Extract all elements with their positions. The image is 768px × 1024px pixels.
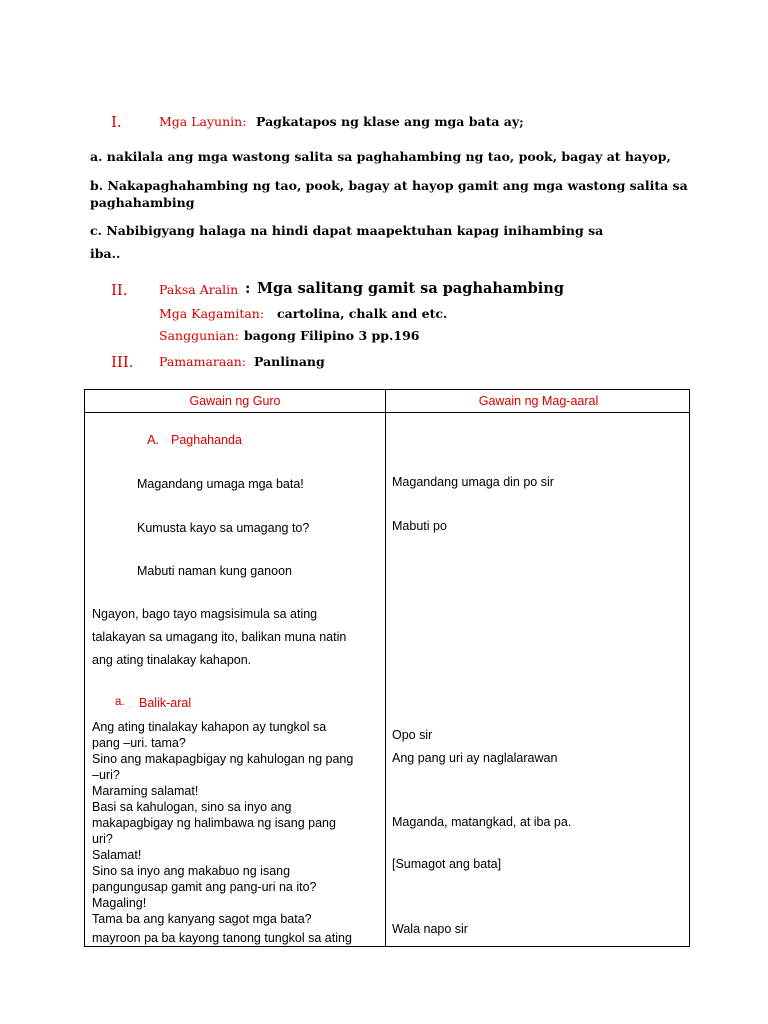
- activity-table: [84, 389, 690, 947]
- student-line-4: Ang pang uri ay naglalarawan: [392, 751, 558, 765]
- teacher-column-header: Gawain ng Guro: [189, 394, 281, 408]
- topic-title: Mga salitang gamit sa paghahambing: [257, 280, 564, 297]
- objective-c-line1: c. Nabibigyang halaga na hindi dapat maapektuhan kapag inihambing sa: [90, 223, 604, 238]
- objective-b-line1: b. Nakapaghahambing ng tao, pook, bagay at hayop gamit ang mga wastong salita sa: [90, 178, 688, 193]
- review-line-3: Sino ang makapagbigay ng kahulogan ng pang: [92, 752, 354, 766]
- topic-label: Paksa Aralin: [159, 282, 239, 297]
- topic-colon: :: [245, 280, 251, 297]
- teacher-paragraph-line-3: ang ating tinalakay kahapon.: [92, 653, 252, 667]
- objective-a: a. nakilala ang mga wastong salita sa paghahambing ng tao, pook, bagay at hayop,: [90, 149, 671, 164]
- column-divider: [385, 390, 386, 946]
- review-line-11: pangungusap gamit ang pang-uri na ito?: [92, 880, 317, 894]
- review-line-5: Maraming salamat!: [92, 784, 199, 798]
- header-divider: [85, 412, 689, 413]
- review-line-13: Tama ba ang kanyang sagot mga bata?: [92, 912, 312, 926]
- student-column-header: Gawain ng Mag-aaral: [478, 394, 599, 408]
- review-line-9: Salamat!: [92, 848, 142, 862]
- section-3-numeral: III.: [111, 353, 134, 371]
- materials-label: Mga Kagamitan:: [159, 306, 265, 321]
- materials-value: cartolina, chalk and etc.: [277, 306, 448, 321]
- review-line-7: makapagbigay ng halimbawa ng isang pang: [92, 816, 336, 830]
- review-line-10: Sino sa inyo ang makabuo ng isang: [92, 864, 291, 878]
- teacher-line-1: Magandang umaga mga bata!: [137, 477, 304, 491]
- student-line-6: [Sumagot ang bata]: [392, 857, 502, 871]
- part-small-a-letter: a.: [115, 696, 125, 708]
- reference-value: bagong Filipino 3 pp.196: [244, 328, 420, 343]
- procedure-value: Panlinang: [254, 354, 325, 369]
- student-line-1: Magandang umaga din po sir: [392, 475, 554, 489]
- teacher-paragraph-line-2: talakayan sa umagang ito, balikan muna natin: [92, 630, 347, 644]
- objective-b-line2: paghahambing: [90, 195, 195, 210]
- review-line-6: Basi sa kahulogan, sino sa inyo ang: [92, 800, 292, 814]
- reference-label: Sanggunian:: [159, 328, 239, 343]
- procedure-label: Pamamaraan:: [159, 354, 247, 369]
- review-line-14: mayroon pa ba kayong tanong tungkol sa ating: [92, 931, 352, 945]
- student-line-7: Wala napo sir: [392, 922, 468, 936]
- review-title: Balik-aral: [139, 696, 192, 710]
- review-line-4: –uri?: [92, 768, 120, 782]
- teacher-line-3: Mabuti naman kung ganoon: [137, 564, 292, 578]
- objectives-label: Mga Layunin:: [159, 114, 247, 129]
- review-line-1: Ang ating tinalakay kahapon ay tungkol sa: [92, 720, 327, 734]
- review-line-8: uri?: [92, 832, 113, 846]
- teacher-line-2: Kumusta kayo sa umagang to?: [137, 521, 310, 535]
- objective-c-line2: iba..: [90, 246, 121, 261]
- part-a-letter: A.: [147, 432, 160, 447]
- teacher-paragraph-line-1: Ngayon, bago tayo magsisimula sa ating: [92, 607, 318, 621]
- student-line-5: Maganda, matangkad, at iba pa.: [392, 815, 572, 829]
- student-line-2: Mabuti po: [392, 519, 447, 533]
- review-line-2: pang –uri. tama?: [92, 736, 186, 750]
- student-line-3: Opo sir: [392, 728, 433, 742]
- section-1-numeral: I.: [111, 113, 122, 131]
- objectives-intro: Pagkatapos ng klase ang mga bata ay;: [256, 114, 524, 129]
- section-2-numeral: II.: [111, 281, 128, 299]
- part-a-title: Paghahanda: [171, 433, 242, 447]
- review-line-12: Magaling!: [92, 896, 147, 910]
